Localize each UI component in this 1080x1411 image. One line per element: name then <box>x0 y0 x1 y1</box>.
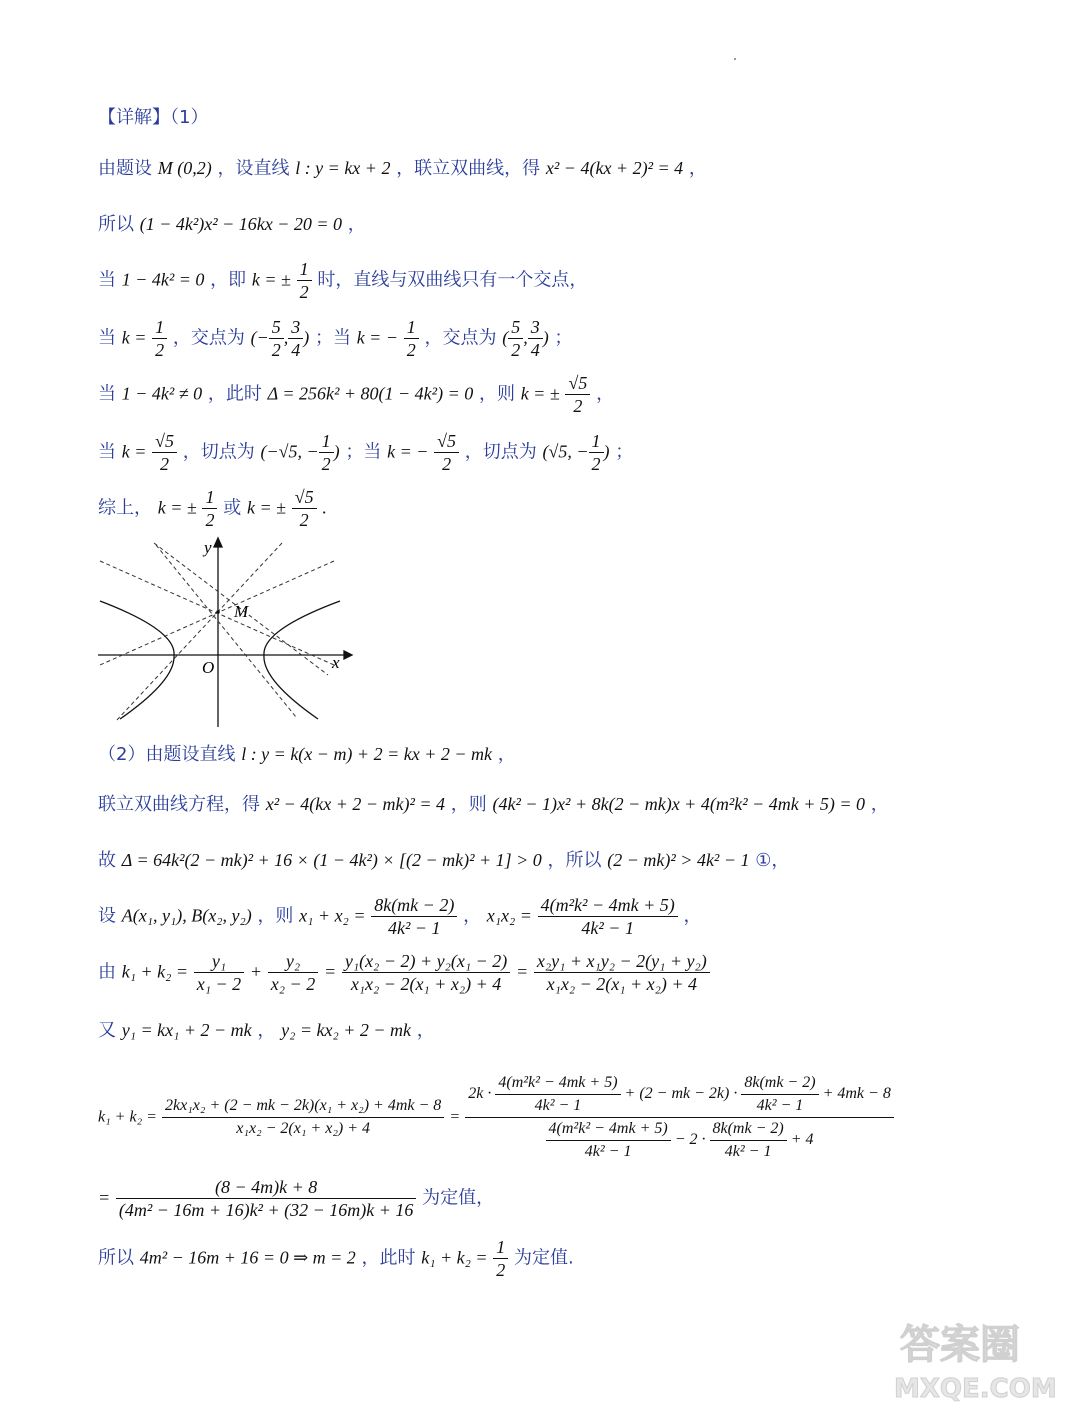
point-m <box>216 610 220 614</box>
fraction <box>152 430 177 475</box>
text: ， <box>416 1020 435 1041</box>
fraction <box>741 1072 818 1117</box>
speck <box>734 58 736 60</box>
watermark-bottom: MXQE.COM <box>894 1374 1057 1403</box>
den: 2 <box>160 454 170 474</box>
line-p8 <box>98 1072 894 1163</box>
num: 2kx₁x₂ + (2 − mk − 2k)(x₁ + x₂) + 4mk − 8 <box>162 1095 444 1118</box>
den: 4k² − 1 <box>756 1097 804 1114</box>
text: 当 <box>98 383 116 405</box>
den: x₁x₂ − 2(x₁ + x₂) + 4 <box>350 974 502 994</box>
big-den <box>465 1118 894 1163</box>
math: k₁ + k₂ = <box>421 1247 488 1268</box>
math: k = <box>121 327 147 348</box>
num: 1 <box>152 316 167 339</box>
math: k = − <box>387 441 429 462</box>
math: k₁ + k₂ = <box>98 1108 157 1126</box>
num: x₂y₁ + x₁y₂ − 2(y₁ + y₂) <box>534 950 710 973</box>
math: M (0,2) <box>157 158 212 178</box>
text: ； <box>554 327 573 349</box>
line-p5 <box>98 894 701 939</box>
text: ，则 <box>478 383 515 405</box>
math: Δ = 256k² + 80(1 − 4k²) = 0 <box>267 383 474 404</box>
num: y₁ <box>194 950 244 973</box>
text: 联立双曲线方程，得 <box>98 794 260 815</box>
den: 4k² − 1 <box>534 1097 582 1114</box>
text: （2）由题设直线 <box>98 744 236 765</box>
y-axis-label: y <box>204 538 212 557</box>
math: − 2 · <box>674 1131 706 1149</box>
fraction <box>319 430 334 475</box>
x-axis-arrow <box>344 651 352 659</box>
math: k = ± <box>251 269 291 290</box>
fraction <box>534 950 710 995</box>
fraction <box>565 372 590 417</box>
text: ，切点为 <box>182 441 255 463</box>
math: + (2 − mk − 2k) · <box>624 1085 738 1103</box>
fraction <box>292 486 317 531</box>
line-6 <box>98 430 633 475</box>
math: k = <box>121 441 147 462</box>
math: + 4 <box>790 1131 814 1149</box>
fraction <box>371 894 457 939</box>
math: x² − 4(kx + 2 − mk)² = 4 <box>265 794 446 814</box>
num: 8k(mk − 2) <box>710 1118 787 1141</box>
num: (8 − 4m)k + 8 <box>116 1176 416 1199</box>
fraction <box>162 1095 444 1140</box>
math: x₁ + x₂ = <box>299 905 366 926</box>
math: = <box>515 961 529 982</box>
math: (√5, − <box>542 441 589 462</box>
dashed-line <box>116 543 282 721</box>
fraction <box>116 1176 416 1221</box>
num: 8k(mk − 2) <box>371 894 457 917</box>
fraction <box>546 1118 671 1163</box>
fraction <box>404 316 419 361</box>
fraction <box>493 1236 508 1281</box>
math: k = ± <box>246 497 286 518</box>
den: 2 <box>299 510 309 530</box>
math: ) <box>333 441 340 462</box>
point-m-label: M <box>234 602 249 621</box>
fraction <box>508 316 523 361</box>
num: 1 <box>589 430 604 453</box>
text: ，联立双曲线，得 <box>396 158 541 179</box>
math: ( <box>502 327 509 348</box>
fraction <box>152 316 167 361</box>
den: 2 <box>442 454 452 474</box>
num: √5 <box>565 372 590 395</box>
math: + 4mk − 8 <box>822 1085 891 1103</box>
fraction <box>495 1072 620 1117</box>
watermark-logo <box>890 1313 1060 1403</box>
fraction <box>342 950 510 995</box>
text: ，所以 <box>547 850 602 871</box>
text: ， <box>497 744 516 765</box>
math: k₁ + k₂ = <box>121 961 189 982</box>
den: 4k² − 1 <box>581 918 634 938</box>
math: (1 − 4k²)x² − 16kx − 20 = 0 <box>139 214 343 234</box>
den: (4m² − 16m + 16)k² + (32 − 16m)k + 16 <box>118 1200 414 1220</box>
line-p10 <box>98 1236 574 1281</box>
math: , <box>283 327 289 348</box>
text: ，交点为 <box>172 327 245 349</box>
fraction <box>202 486 217 531</box>
big-fraction <box>465 1072 894 1163</box>
den: 2 <box>271 340 281 360</box>
text: 当 <box>98 327 116 349</box>
num: 5 <box>508 316 523 339</box>
text: 由题设 <box>98 158 152 179</box>
text: 综上， <box>98 497 152 519</box>
math: (2 − mk)² > 4k² − 1 <box>607 850 750 870</box>
fraction <box>589 430 604 475</box>
math: (4k² − 1)x² + 8k(2 − mk)x + 4(m²k² − 4mk + 5) = 0 <box>492 794 866 814</box>
text: 当 <box>98 441 116 463</box>
math: + <box>249 961 263 982</box>
num: 1 <box>493 1236 508 1259</box>
big-num <box>465 1072 894 1118</box>
math: k = − <box>356 327 398 348</box>
math: (−√5, − <box>260 441 319 462</box>
math: = <box>98 1187 111 1208</box>
math: A(x₁, y₁), B(x₂, y₂) <box>121 905 252 926</box>
line-1 <box>98 156 707 181</box>
text: ， <box>347 214 366 235</box>
text: ，切点为 <box>464 441 537 463</box>
line-p4 <box>98 848 789 873</box>
watermark-top: 答案圈 <box>900 1322 1020 1368</box>
num: 3 <box>528 316 543 339</box>
math: x² − 4(kx + 2)² = 4 <box>545 158 684 178</box>
text: ， <box>683 905 702 927</box>
text: ， <box>257 1020 276 1041</box>
den: 4k² − 1 <box>724 1143 772 1160</box>
text: 当 <box>98 269 116 291</box>
right-branch <box>264 601 340 719</box>
num: 4(m²k² − 4mk + 5) <box>538 894 678 917</box>
num: 1 <box>297 258 312 281</box>
text: ；当 <box>314 327 351 349</box>
text: ， <box>688 158 707 179</box>
den: 2 <box>591 454 601 474</box>
fraction <box>268 950 318 995</box>
text: ①， <box>755 850 790 871</box>
text: ，则 <box>450 794 487 815</box>
line-p9 <box>98 1176 494 1221</box>
line-7 <box>98 486 327 531</box>
num: 3 <box>288 316 303 339</box>
text: ，交点为 <box>424 327 497 349</box>
fraction <box>710 1118 787 1163</box>
fraction <box>288 316 303 361</box>
den: 2 <box>573 396 583 416</box>
den: x₁x₂ − 2(x₁ + x₂) + 4 <box>236 1120 370 1137</box>
math: (− <box>250 327 269 348</box>
math: y₁ = kx₁ + 2 − mk <box>121 1020 252 1040</box>
den: 2 <box>205 510 215 530</box>
num: 1 <box>319 430 334 453</box>
math: l : y = kx + 2 <box>295 158 391 178</box>
x-axis-label: x <box>332 653 340 672</box>
num: y₂ <box>268 950 318 973</box>
line-2 <box>98 212 366 237</box>
den: 4k² − 1 <box>387 918 441 938</box>
math: k = ± <box>520 383 560 404</box>
num: 1 <box>404 316 419 339</box>
math: ) <box>542 327 549 348</box>
line-p6 <box>98 950 710 995</box>
section-header: 【详解】（1） <box>98 107 209 128</box>
den: x₁ − 2 <box>196 974 242 994</box>
text: ，设直线 <box>217 158 290 179</box>
text: 为定值， <box>422 1187 495 1209</box>
text: 由 <box>98 961 116 983</box>
text: 故 <box>98 850 116 871</box>
y-axis-arrow <box>214 538 222 547</box>
text: 或 <box>223 497 242 519</box>
text: ；当 <box>345 441 382 463</box>
den: x₂ − 2 <box>270 974 316 994</box>
math: , <box>523 327 528 348</box>
line-5 <box>98 372 614 417</box>
origin-label: O <box>202 658 215 677</box>
text: 所以 <box>98 214 134 235</box>
math: y₂ = kx₂ + 2 − mk <box>281 1020 412 1040</box>
den: 2 <box>321 454 331 474</box>
fraction <box>269 316 284 361</box>
math: 1 − 4k² ≠ 0 <box>121 383 203 404</box>
den: 2 <box>406 340 416 360</box>
line-4 <box>98 316 572 361</box>
line-p7 <box>98 1018 435 1043</box>
line-p2 <box>98 742 516 767</box>
num: 4(m²k² − 4mk + 5) <box>546 1118 671 1141</box>
text: 为定值. <box>514 1247 574 1269</box>
num: 1 <box>202 486 217 509</box>
math: 1 − 4k² = 0 <box>121 269 205 290</box>
text: ，则 <box>257 905 294 927</box>
math: Δ = 64k²(2 − mk)² + 16 × (1 − 4k²) × [(2 − mk)² + 1] > 0 <box>121 850 542 870</box>
den: 2 <box>299 282 309 302</box>
math: 4m² − 16m + 16 = 0 ⇒ m = 2 <box>139 1247 356 1268</box>
den: 2 <box>496 1260 506 1280</box>
fraction <box>538 894 678 939</box>
hyperbola-graph <box>96 535 356 730</box>
text: ，即 <box>210 269 247 291</box>
math: ) <box>603 441 610 462</box>
num: √5 <box>152 430 177 453</box>
text: 设 <box>98 905 116 927</box>
text: ， <box>596 383 615 405</box>
fraction <box>297 258 312 303</box>
den: 4 <box>530 340 540 360</box>
num: 5 <box>269 316 284 339</box>
den: 2 <box>511 340 521 360</box>
den: 2 <box>155 340 165 360</box>
text: ， <box>463 905 482 927</box>
math: l : y = k(x − m) + 2 = kx + 2 − mk <box>241 744 492 764</box>
den: 4 <box>291 340 301 360</box>
text: ，此时 <box>361 1247 416 1269</box>
fraction <box>434 430 459 475</box>
math: . <box>322 497 327 518</box>
num: √5 <box>292 486 317 509</box>
math: ) <box>303 327 310 348</box>
math: = <box>449 1108 461 1126</box>
num: 4(m²k² − 4mk + 5) <box>495 1072 620 1095</box>
math: 2k · <box>468 1085 492 1103</box>
fraction <box>528 316 543 361</box>
line-3 <box>98 258 587 303</box>
text: 又 <box>98 1020 116 1041</box>
den: 4k² − 1 <box>584 1143 632 1160</box>
left-branch <box>100 601 174 719</box>
text: ； <box>615 441 634 463</box>
num: √5 <box>434 430 459 453</box>
text: 时，直线与双曲线只有一个交点， <box>317 269 588 291</box>
math: k = ± <box>157 497 197 518</box>
den: x₁x₂ − 2(x₁ + x₂) + 4 <box>546 974 698 994</box>
text: ， <box>870 794 889 815</box>
line-p3 <box>98 792 889 817</box>
text: 所以 <box>98 1247 134 1269</box>
fraction <box>194 950 244 995</box>
math: = <box>323 961 337 982</box>
num: y₁(x₂ − 2) + y₂(x₁ − 2) <box>342 950 510 973</box>
num: 8k(mk − 2) <box>741 1072 818 1095</box>
math: x₁x₂ = <box>486 905 532 926</box>
text: ，此时 <box>207 383 262 405</box>
